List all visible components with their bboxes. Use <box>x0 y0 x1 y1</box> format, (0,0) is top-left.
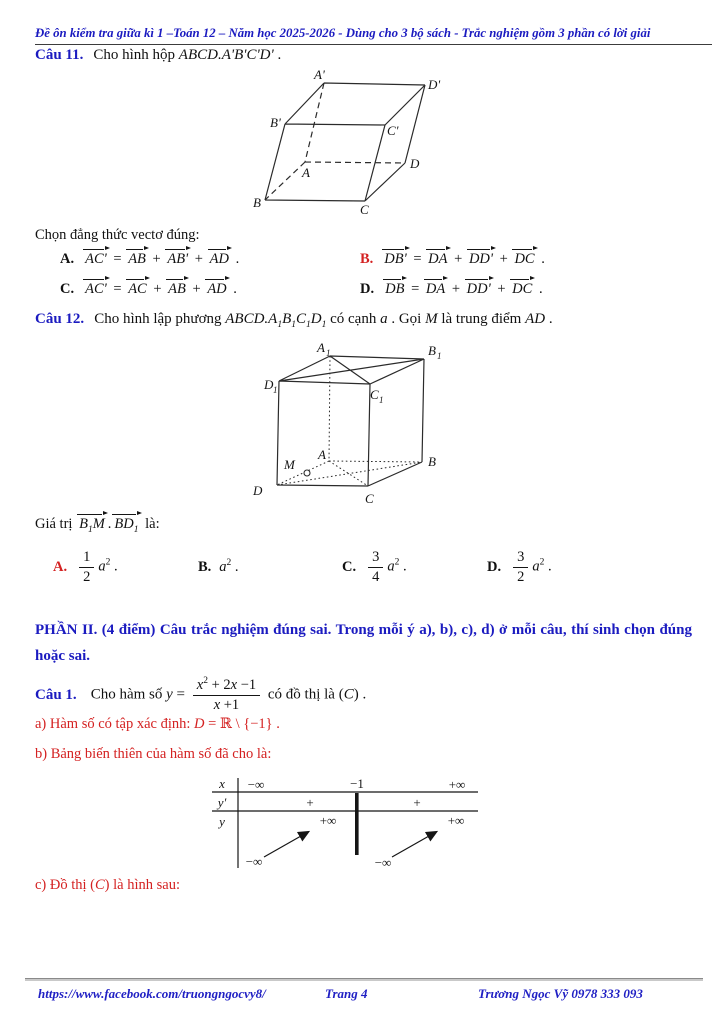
y-limit-neg-inf-left: −∞ <box>245 854 263 869</box>
question-12-label: Câu 12. <box>35 311 85 327</box>
vertex-label: C <box>360 202 369 216</box>
vertex-label: D <box>410 156 420 171</box>
option-formula: $\frac{3}{2}$ $a^2$ . <box>509 549 552 585</box>
page-header: Đề ôn kiểm tra giữa kì 1 –Toán 12 – Năm học 2025-2026 - Dùng cho 3 bộ sách - Trắc nghiệm gồm 3 phần có lời giải <box>35 26 712 45</box>
row-label-y: y <box>219 814 225 829</box>
vertex-label: A <box>302 165 310 180</box>
question-11-label: Câu 11. <box>35 47 84 63</box>
statement-a: a) Hàm số có tập xác định: D = ℝ \ {−1} . <box>35 716 280 732</box>
asymptote-double-bar <box>355 793 359 855</box>
option-formula: $\frac{3}{4}$ $a^2$ . <box>364 549 407 585</box>
option-letter: B. <box>198 558 212 575</box>
question-1-label: Câu 1. <box>35 686 77 703</box>
vertex-label-sub: 1 <box>379 395 384 405</box>
question-11-text: Cho hình hộp ABCD.A'B'C'D' . <box>93 47 282 63</box>
question-11-line <box>35 47 281 64</box>
parallelepiped-figure <box>248 64 453 216</box>
vertex-label: C' <box>387 123 399 138</box>
question-12-prompt: Giá trị $B_1M$ . $BD_1$ là: <box>35 516 160 535</box>
part2-heading: PHẦN II. (4 điểm) Câu trắc nghiệm đúng sai. Trong mỗi ý a), b), c), d) ở mỗi câu, thí sinh chọn đúng hoặc sai. <box>35 622 692 664</box>
question-11-prompt: Chọn đẳng thức vectơ đúng: <box>35 227 200 243</box>
vertex-label: D' <box>428 77 441 92</box>
vertex-label: B <box>428 343 436 358</box>
cube-hidden-edges <box>277 356 422 486</box>
question-12-text: Cho hình lập phương $ABCD.A_1B_1C_1D_1$ có cạnh a . Gọi M là trung điểm AD . <box>94 311 553 330</box>
x-minus-one: −1 <box>350 776 364 791</box>
midpoint-M-marker <box>304 470 310 476</box>
vertex-label: B <box>253 195 261 210</box>
cube-figure <box>240 338 455 508</box>
question-12-line <box>35 311 553 328</box>
vertex-label: C <box>365 491 374 506</box>
footer-page-number: Trang 4 <box>325 986 368 1001</box>
option-letter: D. <box>360 281 375 297</box>
x-pos-infinity: +∞ <box>448 777 466 792</box>
vertex-label: C <box>370 387 379 402</box>
option-letter: C. <box>342 558 357 575</box>
statement-b: b) Bảng biến thiên của hàm số đã cho là: <box>35 746 272 762</box>
option-letter: D. <box>487 558 502 575</box>
option-formula: AC' = AB + AB' + AD . <box>85 251 240 267</box>
footer-author: Trương Ngọc Vỹ 0978 333 093 <box>478 986 643 1001</box>
option-formula: DB' = DA + DD' + DC . <box>384 251 545 267</box>
sign-plus-right: + <box>413 795 421 810</box>
vertex-label: B' <box>270 115 281 130</box>
vertex-label: B <box>428 454 436 469</box>
vertex-label: D <box>253 483 263 498</box>
option-letter: A. <box>53 558 68 575</box>
cube-solid-edges <box>277 356 424 486</box>
vertex-label-sub: 1 <box>273 385 278 395</box>
statement-c: c) Đồ thị (C) là hình sau: <box>35 877 180 893</box>
option-formula: AC' = AC + AB + AD . <box>85 281 237 297</box>
increasing-arrows <box>264 832 436 857</box>
question-1-line <box>35 675 366 715</box>
option-formula: $\frac{1}{2}$ $a^2$ . <box>75 549 118 585</box>
option-formula: DB = DA + DD' + DC . <box>385 281 543 297</box>
parallelepiped-solid-edges <box>265 83 425 201</box>
option-11-B <box>360 251 545 268</box>
vertex-label: A <box>317 340 325 355</box>
option-11-C <box>60 281 237 298</box>
y-limit-pos-inf-left: +∞ <box>319 813 337 828</box>
y-limit-pos-inf-right: +∞ <box>447 813 465 828</box>
footer-link[interactable]: https://www.facebook.com/truongngocvy8/ <box>38 986 266 1001</box>
option-letter: B. <box>360 251 374 267</box>
vertex-label-sub: 1 <box>437 351 442 361</box>
option-12-D <box>487 550 552 584</box>
x-neg-infinity: −∞ <box>247 777 265 792</box>
row-label-y-prime: y′ <box>217 795 227 810</box>
vertex-label: A' <box>314 67 325 82</box>
vertex-label-sub: 1 <box>326 348 331 358</box>
option-11-A <box>60 251 239 268</box>
option-12-C <box>342 550 407 584</box>
option-12-B <box>198 550 239 584</box>
midpoint-label: M <box>284 457 295 472</box>
sign-plus-left: + <box>306 795 314 810</box>
option-letter: A. <box>60 251 75 267</box>
option-11-D <box>360 281 543 298</box>
y-limit-neg-inf-right: −∞ <box>374 855 392 870</box>
footer-rule <box>25 978 703 981</box>
option-letter: C. <box>60 281 75 297</box>
row-label-x: x <box>219 776 225 791</box>
option-12-A <box>53 550 118 584</box>
vertex-label: A <box>318 447 326 462</box>
question-1-text: Cho hàm số y = $\frac{x^2 + 2x -1}{x +1}$ có đồ thị là (C) . <box>90 676 367 713</box>
variation-table <box>200 776 490 871</box>
vertex-label: D <box>264 377 274 392</box>
option-formula: $a^2$ . <box>219 557 239 575</box>
